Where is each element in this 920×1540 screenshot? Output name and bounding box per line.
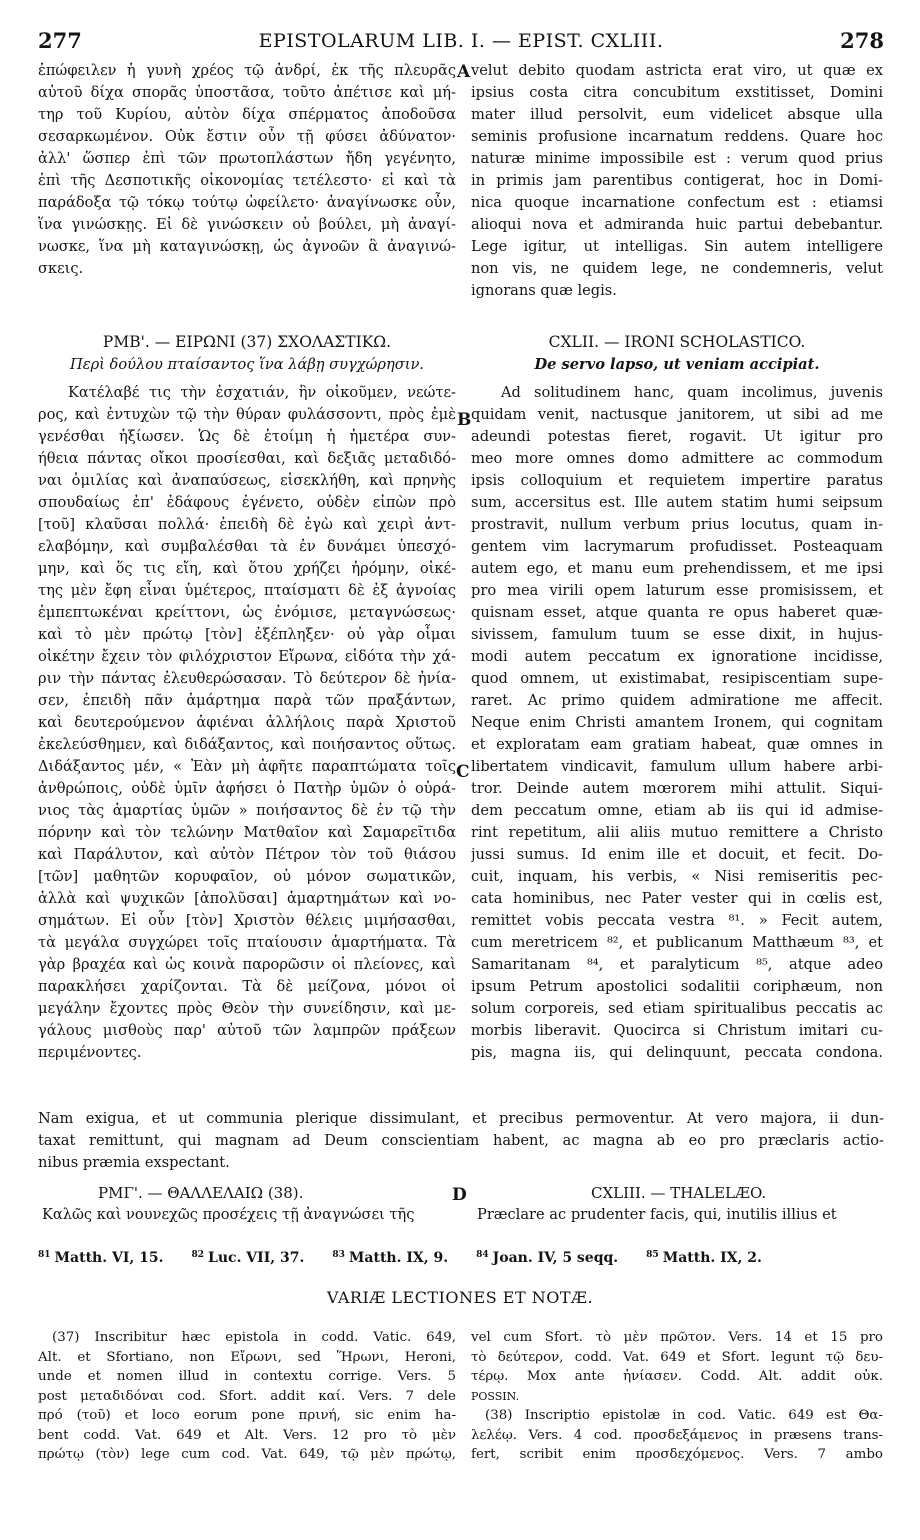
- next-latin-first-line: Præclare ac prudenter facis, qui, inutilis illius et: [477, 1206, 837, 1223]
- text-line: ipsius costa citra concubitum exstitisset, Domini: [471, 84, 883, 101]
- text-line: pis, magna iis, qui delinquunt, peccata condona.: [471, 1044, 883, 1061]
- text-line: solum corporeis, sed etiam spiritualibus peccatis ac: [471, 1000, 883, 1017]
- text-line: σκεις.: [38, 260, 84, 277]
- text-line: ελαβόμην, καὶ συμβαλέσθαι τὰ ἐν δυνάμει ὑπεσχό-: [38, 538, 456, 555]
- text-line: velut debito quodam astricta erat viro, ut quæ ex: [471, 62, 883, 79]
- text-line: cata hominibus, nec Pater vester qui in cœlis est,: [471, 890, 883, 907]
- text-line: Samaritanam ⁸⁴, et paralyticum ⁸⁵, atque adeo: [471, 956, 883, 973]
- text-line: sum, accersitus est. Ille autem statim humi seipsum: [471, 494, 883, 511]
- text-line: νωσκε, ἵνα μὴ καταγινώσκῃ, ὡς ἀγνοῶν ἃ ἀναγινώ-: [38, 238, 456, 255]
- text-line: Κατέλαβέ τις τὴν ἐσχατιάν, ἣν οἰκοῦμεν, νεώτε-: [68, 384, 456, 401]
- footnote-number: 85: [646, 1250, 659, 1260]
- text-line: γὰρ βραχέα καὶ ὡς κοινὰ παρορῶσιν οἱ πλείονες, καὶ: [38, 956, 456, 973]
- text-line: nibus præmia exspectant.: [38, 1154, 230, 1171]
- note-line: λελέῳ. Vers. 4 cod. προσδεξάμενος in præsens trans-: [471, 1427, 883, 1443]
- text-line: ἀλλὰ καὶ ψυχικῶν [ἀπολῦσαι] ἁμαρτημάτων καὶ νο-: [38, 890, 456, 907]
- text-line: cuit, inquam, his verbis, « Nisi remiseritis pec-: [471, 868, 883, 885]
- note-line: τὸ δεύτερον, codd. Vat. 649 et Sfort. legunt τῷ δευ-: [471, 1349, 883, 1365]
- text-line: [τῶν] μαθητῶν κορυφαῖον, οὐ μόνον σωματικῶν,: [38, 868, 456, 885]
- text-line: ἐπώφειλεν ἡ γυνὴ χρέος τῷ ἀνδρί, ἐκ τῆς πλευρᾶς: [38, 62, 456, 79]
- text-line: περιμένοντες.: [38, 1044, 142, 1061]
- text-line: tror. Deinde autem mœrorem mihi attulit. Siqui-: [471, 780, 883, 797]
- text-line: Ad solitudinem hanc, quam incolimus, juvenis: [501, 384, 883, 401]
- note-line: τέρῳ. Mox ante ἠνίασεν. Codd. Alt. addit οὐκ.: [471, 1369, 883, 1384]
- text-line: ipsum Petrum apostolici sodalitii coriphæum, non: [471, 978, 883, 995]
- text-line: cum meretricem ⁸², et publicanum Matthæum ⁸³, et: [471, 934, 883, 951]
- note-line: fert, scribit enim προσδεχόμενος. Vers. 7 ambo: [471, 1447, 883, 1462]
- text-line: σπουδαίως ἐπ' ἐδάφους ἐγένετο, οὐδὲν εἰπὼν πρὸ: [38, 494, 456, 511]
- text-line: τηρ τοῦ Κυρίου, αὐτὸν δίχα σπέρματος ἀποδοῦσα: [38, 106, 456, 123]
- text-line: sivissem, famulum tuum se esse dixit, in hujus-: [471, 626, 883, 643]
- text-line: prostravit, nullum verbum prius locutus, quam in-: [471, 516, 883, 533]
- text-line: αὐτοῦ δίχα σπορᾶς ὑποστᾶσα, τοῦτο ἀπέτισε καὶ μή-: [38, 84, 456, 101]
- latin-column-top: [471, 60, 883, 302]
- text-line: νιος τὰς ἁμαρτίας ὑμῶν » ποιήσαντος δὲ ἐν τῷ τὴν: [38, 802, 456, 819]
- page-number-left: 277: [38, 28, 82, 53]
- text-line: non vis, ne quidem lege, ne condemneris, velut: [471, 260, 883, 277]
- footnote-ref: [646, 1250, 762, 1266]
- note-line: POSSIN.: [471, 1389, 520, 1403]
- footnote-references: [38, 1244, 884, 1269]
- note-line: bent codd. Vat. 649 et Alt. Vers. 12 pro τὸ μὲν: [38, 1427, 456, 1443]
- footnote-ref: [332, 1250, 448, 1266]
- margin-marker-d: D: [452, 1185, 467, 1205]
- running-title: EPISTOLARUM LIB. I. — EPIST. CXLIII.: [258, 30, 664, 52]
- footnote-number: 82: [191, 1250, 205, 1260]
- text-line: in primis jam parentibus contigerat, hoc in Domi-: [471, 172, 883, 189]
- text-line: σεσαρκωμένον. Οὐκ ἔστιν οὖν τῇ φύσει ἀδύνατον·: [38, 128, 456, 145]
- text-line: taxat remittunt, qui magnam ad Deum conscientiam habent, ac magna ab eo pro præclaris actio-: [38, 1132, 884, 1149]
- text-line: meo more omnes domo admittere ac commodum: [471, 450, 883, 467]
- text-line: morbis liberavit. Quocirca si Christum imitari cu-: [471, 1022, 883, 1039]
- footnote-number: 83: [332, 1250, 345, 1260]
- text-line: πόρνην καὶ τὸν τελώνην Ματθαῖον καὶ Σαμαρεῖτιδα: [38, 824, 456, 841]
- text-line: σεν, ἐπειδὴ πᾶν ἁμάρτημα παρὰ τῶν πραξάντων,: [38, 692, 456, 709]
- text-line: rint repetitum, alii aliis mutuo remittere a Christo: [471, 824, 883, 841]
- text-line: jussi sumus. Id enim ille et docuit, et fecit. Do-: [471, 846, 883, 863]
- footnote-number: 84: [476, 1250, 489, 1260]
- text-line: τὰ μεγάλα συγχώρει τοῖς πταίουσιν ἁμαρτήματα. Τὰ: [38, 934, 456, 951]
- text-line: ήθεια πάντας οἴκοι προσίεσθαι, καὶ δεξιᾶς μεταδιδό-: [38, 450, 456, 467]
- text-line: μην, καὶ ὅς τις εἴη, καὶ ὅτου χρήζει ἠρόμην, οἰκέ-: [38, 560, 456, 577]
- text-line: μεγάλην ἔχοντες πρὸς Θεὸν τὴν συνείδησιν, καὶ με-: [38, 1000, 456, 1017]
- latin-letter-heading-block: [471, 330, 883, 376]
- text-line: remittet vobis peccata vestra ⁸¹. » Fecit autem,: [471, 912, 883, 929]
- text-line: libertatem vindicavit, famulum ullum habere arbi-: [471, 758, 883, 775]
- text-line: καὶ δευτερούμενον ἀφιέναι ἀλλήλοις παρὰ Χριστοῦ: [38, 714, 456, 731]
- greek-letter-subheading: Περὶ δούλου πταίσαντος ἵνα λάβῃ συγχώρησιν.: [70, 356, 424, 373]
- footnote-citation: Joan. IV, 5 seqq.: [492, 1250, 619, 1266]
- text-line: nica quoque incarnatione confectum est : etiamsi: [471, 194, 883, 211]
- page-number-right: 278: [840, 28, 884, 53]
- text-line: ναι ὁμιλίας καὶ ἀναπαύσεως, εἰσεκλήθη, καὶ πρηνὴς: [38, 472, 456, 489]
- margin-marker-a: A: [457, 62, 471, 82]
- footnote-ref: [38, 1250, 163, 1266]
- text-line: [τοῦ] κλαῦσαι πολλά· ἐπειδὴ δὲ ἐγὼ καὶ χειρὶ ἀντ-: [38, 516, 456, 533]
- text-line: ἐμπεπτωκέναι κρείττονι, ὡς ἐνόμισε, μεταγνώσεως·: [38, 604, 456, 621]
- latin-column-body: [471, 382, 883, 1064]
- text-line: dem peccatum omne, etiam ab iis qui id admise-: [471, 802, 883, 819]
- text-line: naturæ minime impossibile est : verum quod prius: [471, 150, 883, 167]
- notes-left-column: [38, 1328, 456, 1465]
- next-greek-heading: ΡΜΓ'. — ΘΑΛΛΕΛΑΙΩ (38).: [98, 1184, 304, 1202]
- note-line: (37) Inscribitur hæc epistola in codd. Vatic. 649,: [52, 1330, 456, 1345]
- text-line: Διδάξαντος μέν, « Ἐὰν μὴ ἀφῆτε παραπτώματα τοῖς: [38, 758, 456, 775]
- footnote-citation: Matth. IX, 9.: [348, 1250, 449, 1266]
- greek-letter-heading-block: [38, 330, 456, 376]
- next-latin-letter: [471, 1182, 883, 1226]
- text-line: adeundi potestas fieret, rogavit. Ut igitur pro: [471, 428, 883, 445]
- next-greek-first-line: Καλῶς καὶ νουνεχῶς προσέχεις τῇ ἀναγνώσει τῆς: [42, 1206, 415, 1223]
- text-line: ἐπὶ τῆς Δεσποτικῆς οἰκονομίας τετέλεστο· εἰ καὶ τὰ: [38, 172, 456, 189]
- note-line: vel cum Sfort. τὸ μὲν πρῶτον. Vers. 14 et 15 pro: [471, 1330, 883, 1345]
- greek-column-top: [38, 60, 456, 280]
- text-line: raret. Ac primo quidem admiratione me affecit.: [471, 692, 883, 709]
- footnote-citation: Luc. VII, 37.: [208, 1250, 305, 1266]
- latin-letter-heading: CXLII. — IRONI SCHOLASTICO.: [548, 333, 806, 351]
- margin-marker-c: C: [456, 762, 470, 782]
- note-line: πρώτῳ (τὸν) lege cum cod. Vat. 649, τῷ μὲν πρώτῳ,: [38, 1447, 456, 1462]
- text-line: ignorans quæ legis.: [471, 282, 617, 299]
- text-line: seminis profusione incarnatum reddens. Quare hoc: [471, 128, 883, 145]
- note-line: πρό (τοῦ) et loco eorum pone πρινή, sic enim ha-: [38, 1408, 456, 1423]
- text-line: σημάτων. Εἰ οὖν [τὸν] Χριστὸν θέλεις μιμήσασθαι,: [38, 912, 456, 929]
- text-line: ριν τὴν πάντας ἐλευθερώσασαν. Τὸ δεύτερον δὲ ἠνία-: [38, 670, 456, 687]
- greek-letter-heading: ΡΜΒ'. — ΕΙΡΩΝΙ (37) ΣΧΟΛΑΣΤΙΚΩ.: [102, 333, 392, 351]
- text-line: alioqui nova et admiranda huic partui debebantur.: [471, 216, 883, 233]
- text-line: οἰκέτην ἔχειν τὸν φιλόχριστον Εἴρωνα, εἰδότα τὴν χά-: [38, 648, 456, 665]
- text-line: ἀνθρώποις, οὐδὲ ὑμῖν ἀφήσει ὁ Πατὴρ ὑμῶν ὁ οὐρά-: [38, 780, 456, 797]
- text-line: παρακλήσει χαρίζονται. Τὰ δὲ μείζονα, μόνοι οἱ: [38, 978, 456, 995]
- text-line: ρος, καὶ ἐντυχὼν τῷ τὴν θύραν φυλάσσοντι, πρὸς ἐμὲ: [38, 406, 456, 423]
- page-header: [38, 24, 884, 58]
- footnote-ref: [191, 1250, 304, 1266]
- note-line: (38) Inscriptio epistolæ in cod. Vatic. 649 est Θα-: [485, 1408, 883, 1423]
- text-line: γάλους μισθοὺς παρ' αὐτοῦ τῶν λαμπρῶν πράξεων: [38, 1022, 456, 1039]
- notes-right-column: [471, 1328, 883, 1465]
- text-line: ipsis colloquium et requietem impertire paratus: [471, 472, 883, 489]
- latin-fullwidth-text: [38, 1108, 884, 1174]
- text-line: Neque enim Christi amantem Ironem, qui cognitam: [471, 714, 883, 731]
- text-line: autem ego, et manu eum prehendissem, et me ipsi: [471, 560, 883, 577]
- latin-letter-subheading: De servo lapso, ut veniam accipiat.: [534, 356, 820, 373]
- next-latin-heading: CXLIII. — THALELÆO.: [591, 1184, 767, 1202]
- text-line: pro mea virili opem laturum esse promisissem, et: [471, 582, 883, 599]
- next-greek-letter: [38, 1182, 456, 1226]
- text-line: παράδοξα τῷ τόκῳ τούτῳ ὠφείλετο· ἀναγίνωσκε οὖν,: [38, 194, 456, 211]
- text-line: της μὲν ἔφη εἶναι ὑμέτερος, πταίσματι δὲ ἐξ ἀγνοίας: [38, 582, 456, 599]
- text-line: gentem vim lacrymarum profudisset. Posteaquam: [471, 538, 883, 555]
- note-line: Alt. et Sfortiano, non Εἴρωνι, sed Ἥρωνι, Heroni,: [38, 1349, 456, 1365]
- footnote-number: 81: [38, 1250, 51, 1260]
- text-line: quidam venit, nactusque janitorem, ut sibi ad me: [471, 406, 883, 423]
- text-line: Lege igitur, ut intelligas. Sin autem intelligere: [471, 238, 883, 255]
- text-line: quisnam esset, atque quanta re opus haberet quæ-: [471, 604, 883, 621]
- text-line: γενέσθαι ἠξίωσεν. Ὡς δὲ ἑτοίμη ἡ ἡμετέρα συν-: [38, 428, 456, 445]
- text-line: Nam exigua, et ut communia plerique dissimulant, et precibus permoventur. At vero majora, ii dun-: [38, 1110, 884, 1127]
- text-line: καὶ Παράλυτον, καὶ αὐτὸν Πέτρον τὸν τοῦ θιάσου: [38, 846, 456, 863]
- notes-section-title: VARIÆ LECTIONES ET NOTÆ.: [326, 1288, 594, 1307]
- footnote-citation: Matth. IX, 2.: [662, 1250, 762, 1266]
- text-line: et exploratam eam gratiam habeat, quæ omnes in: [471, 736, 883, 753]
- text-line: ἀλλ' ὥσπερ ἐπὶ τῶν πρωτοπλάστων ἤδη γεγένητο,: [38, 150, 456, 167]
- text-line: modi autem peccatum ex ignoratione incidisse,: [471, 648, 883, 665]
- text-line: quod omnem, ut existimabat, resipiscentiam supe-: [471, 670, 883, 687]
- footnote-citation: Matth. VI, 15.: [54, 1250, 164, 1266]
- footnote-ref: [476, 1250, 618, 1266]
- text-line: mater illud persolvit, eum videlicet absque ulla: [471, 106, 883, 123]
- note-line: unde et nomen illud in contextu corrige. Vers. 5: [38, 1369, 456, 1384]
- text-line: ἐκελεύσθημεν, καὶ διδάξαντος, καὶ ποιήσαντος οὕτως.: [38, 736, 456, 753]
- note-line: post μεταδιδόναι cod. Sfort. addit καί. Vers. 7 dele: [38, 1388, 456, 1404]
- text-line: καὶ τὸ μὲν πρώτῳ [τὸν] ἐξέπληξεν· οὐ γὰρ οἶμαι: [38, 626, 456, 643]
- greek-column-body: [38, 382, 456, 1064]
- text-line: ἵνα γινώσκῃς. Εἰ δὲ γινώσκειν οὐ βούλει, μὴ ἀναγί-: [38, 216, 456, 233]
- margin-marker-b: B: [457, 410, 472, 430]
